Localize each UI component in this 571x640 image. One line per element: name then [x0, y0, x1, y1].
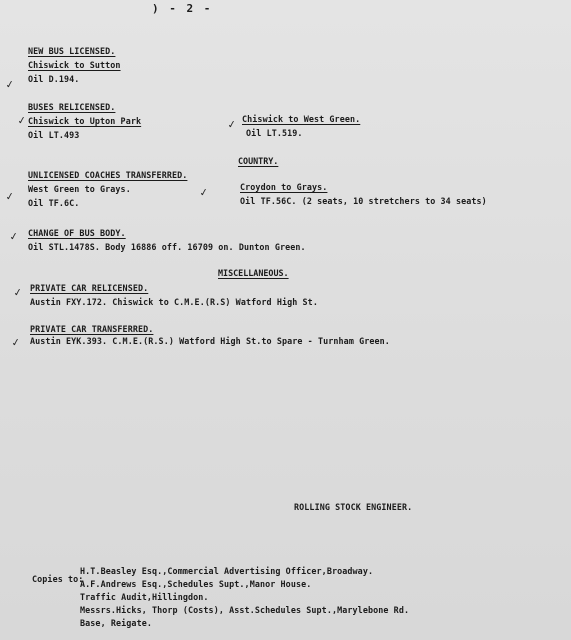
private-car-relicensed-heading: PRIVATE CAR RELICENSED. — [30, 283, 149, 293]
check-mark-icon: ✓ — [227, 116, 237, 132]
check-mark-icon: ✓ — [5, 188, 15, 204]
copies-label: Copies to: — [32, 574, 84, 584]
unlicensed-coaches-right-route: Croydon to Grays. — [240, 182, 328, 192]
country-heading: COUNTRY. — [238, 156, 279, 166]
check-mark-icon: ✓ — [13, 284, 23, 300]
copies-line: Base, Reigate. — [80, 618, 152, 628]
check-mark-icon: ✓ — [11, 334, 21, 350]
buses-relicensed-heading: BUSES RELICENSED. — [28, 102, 116, 112]
copies-line: Traffic Audit,Hillingdon. — [80, 592, 209, 602]
check-mark-icon: ✓ — [17, 112, 27, 128]
miscellaneous-heading: MISCELLANEOUS. — [218, 268, 289, 278]
new-bus-licensed-route: Chiswick to Sutton — [28, 60, 121, 70]
private-car-transferred-heading: PRIVATE CAR TRANSFERRED. — [30, 324, 154, 334]
copies-line: H.T.Beasley Esq.,Commercial Advertising Officer,Broadway. — [80, 566, 374, 576]
unlicensed-coaches-left-vehicle: Oil TF.6C. — [28, 198, 80, 208]
buses-relicensed-left-route: Chiswick to Upton Park — [28, 116, 142, 126]
unlicensed-coaches-heading: UNLICENSED COACHES TRANSFERRED. — [28, 170, 188, 180]
new-bus-licensed-vehicle: Oil D.194. — [28, 74, 80, 84]
page-number: ) - 2 - — [152, 2, 213, 15]
check-mark-icon: ✓ — [5, 76, 15, 92]
change-of-bus-body-heading: CHANGE OF BUS BODY. — [28, 228, 126, 238]
copies-line: A.F.Andrews Esq.,Schedules Supt.,Manor House. — [80, 579, 312, 589]
check-mark-icon: ✓ — [9, 228, 19, 244]
unlicensed-coaches-left-route: West Green to Grays. — [28, 184, 131, 194]
check-mark-icon: ✓ — [199, 184, 209, 200]
buses-relicensed-right-route: Chiswick to West Green. — [242, 114, 361, 124]
copies-line: Messrs.Hicks, Thorp (Costs), Asst.Schedules Supt.,Marylebone Rd. — [80, 605, 410, 615]
new-bus-licensed-heading: NEW BUS LICENSED. — [28, 46, 116, 56]
private-car-transferred-detail: Austin EYK.393. C.M.E.(R.S.) Watford High St.to Spare - Turnham Green. — [30, 336, 390, 346]
unlicensed-coaches-right-vehicle: Oil TF.56C. (2 seats, 10 stretchers to 34 seats) — [240, 196, 487, 206]
buses-relicensed-right-vehicle: Oil LT.519. — [246, 128, 303, 138]
signature-title: ROLLING STOCK ENGINEER. — [294, 502, 413, 512]
change-of-bus-body-detail: Oil STL.1478S. Body 16886 off. 16709 on. Dunton Green. — [28, 242, 306, 252]
private-car-relicensed-detail: Austin FXY.172. Chiswick to C.M.E.(R.S) Watford High St. — [30, 297, 318, 307]
buses-relicensed-left-vehicle: Oil LT.493 — [28, 130, 80, 140]
